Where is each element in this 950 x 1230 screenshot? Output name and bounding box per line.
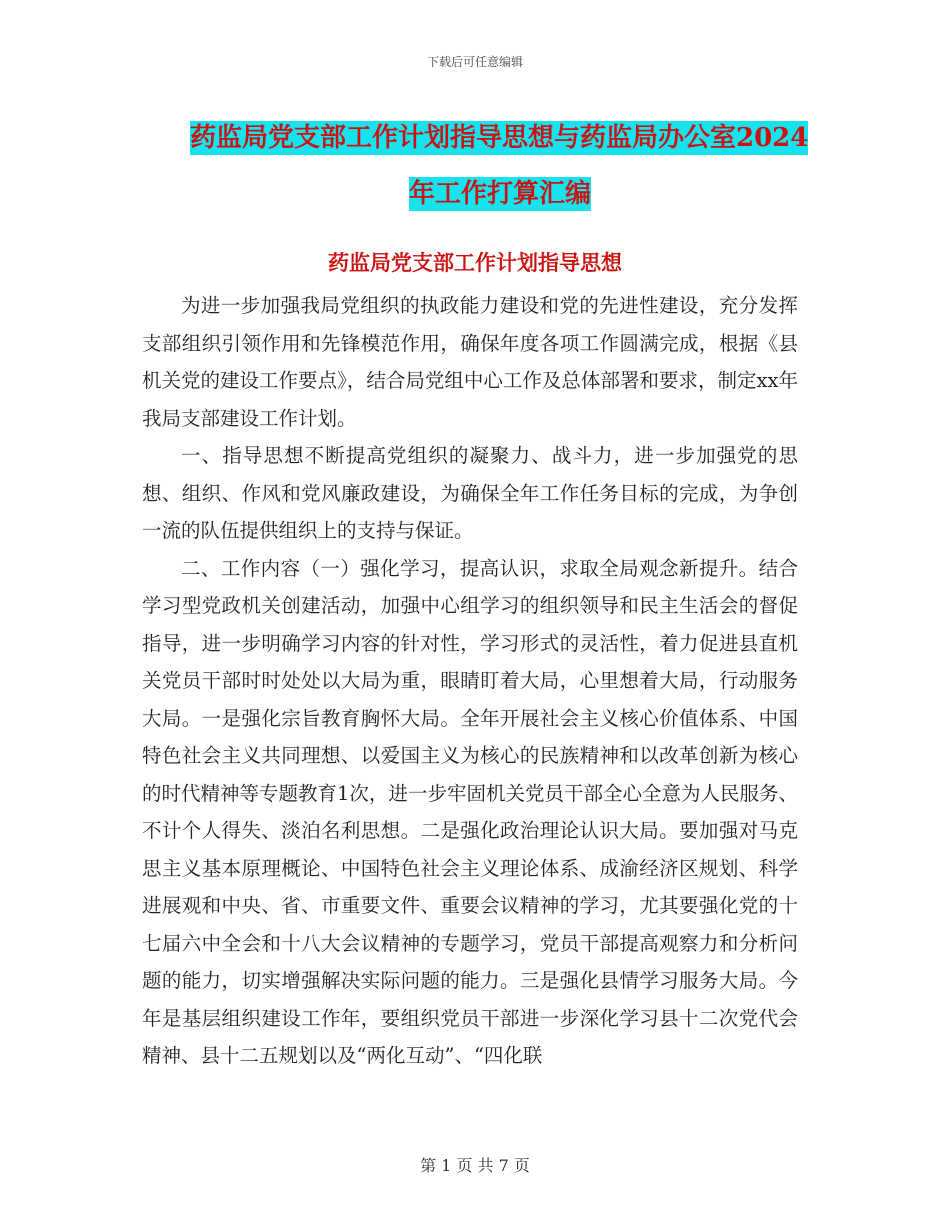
header-note: 下载后可任意编辑 bbox=[426, 55, 523, 69]
paragraph-guiding-thought: 一、指导思想不断提高党组织的凝聚力、战斗力，进一步加强党的思想、组织、作风和党风廉政建设，为确保全年工作任务目标的完成，为争创一流的队伍提供组织上的支持与保证。 bbox=[142, 444, 798, 542]
paragraph-intro: 为进一步加强我局党组织的执政能力建设和党的先进性建设，充分发挥支部组织引领作用和先锋模范作用，确保年度各项工作圆满完成，根据《县机关党的建设工作要点》，结合局党组中心工作及总体部署和要求，制定xx年我局支部建设工作计划。 bbox=[142, 294, 798, 430]
body-text bbox=[142, 287, 798, 1075]
document-title bbox=[190, 110, 810, 222]
section-title: 药监局党支部工作计划指导思想 bbox=[328, 250, 622, 275]
paragraph-work-content: 二、工作内容（一）强化学习，提高认识，求取全局观念新提升。结合学习型党政机关创建活动，加强中心组学习的组织领导和民主生活会的督促指导，进一步明确学习内容的针对性，学习形式的灵活性，着力促进县直机关党员干部时时处处以大局为重，眼睛盯着大局，心里想着大局，行动服务大局。一是强化宗旨教育胸怀大局。全年开展社会主义核心价值体系、中国特色社会主义共同理想、以爱国主义为核心的民族精神和以改革创新为核心的时代精神等专题教育1次，进一步牢固机关党员干部全心全意为人民服务、不计个人得失、淡泊名利思想。二是强化政治理论认识大局。要加强对马克思主义基本原理概论、中国特色社会主义理论体系、成渝经济区规划、科学进展观和中央、省、市重要文件、重要会议精神的学习，尤其要强化党的十七届六中全会和十八大会议精神的专题学习，党员干部提高观察力和分析问题的能力，切实增强解决实际问题的能力。三是强化县情学习服务大局。今年是基层组织建设工作年，要组织党员干部进一步深化学习县十二次党代会精神、县十二五规划以及“两化互动”、“四化联 bbox=[142, 556, 798, 1067]
title-line-1: 药监局党支部工作计划指导思想与药监局办公室2024 bbox=[190, 123, 809, 153]
title-line-2: 年工作打算汇编 bbox=[408, 179, 591, 209]
page-number: 第 1 页 共 7 页 bbox=[420, 1156, 530, 1175]
